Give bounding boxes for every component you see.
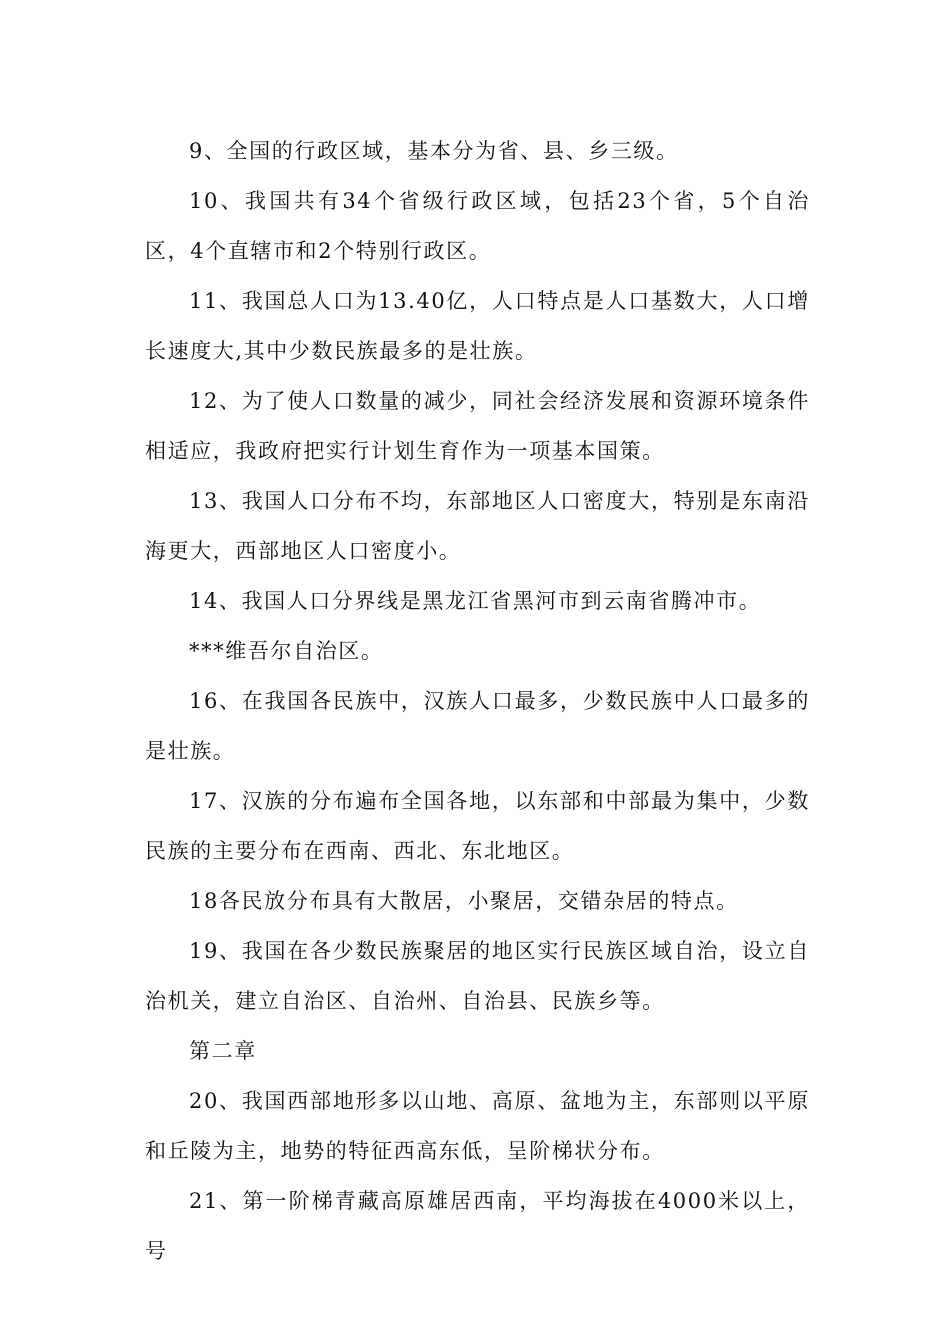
paragraph-15: ***维吾尔自治区。 bbox=[189, 639, 384, 663]
paragraph-12: 12、为了使人口数量的减少，同社会经济发展和资源环境条件相适应，我政府把实行计划生育作为一项基本国策。 bbox=[145, 389, 810, 463]
paragraph-13: 13、我国人口分布不均，东部地区人口密度大，特别是东南沿海更大，西部地区人口密度小。 bbox=[145, 489, 810, 563]
paragraph-21: 21、第一阶梯青藏高原雄居西南，平均海拔在4000米以上，号 bbox=[145, 1189, 810, 1263]
paragraph-19: 19、我国在各少数民族聚居的地区实行民族区域自治，设立自治机关，建立自治区、自治州、自治县、民族乡等。 bbox=[145, 939, 810, 1013]
document-page bbox=[145, 126, 810, 1276]
chapter-heading: 第二章 bbox=[189, 1039, 257, 1063]
paragraph-18: 18各民放分布具有大散居，小聚居，交错杂居的特点。 bbox=[189, 889, 739, 913]
paragraph-17: 17、汉族的分布遍布全国各地，以东部和中部最为集中，少数民族的主要分布在西南、西北、东北地区。 bbox=[145, 789, 810, 863]
paragraph-10: 10、我国共有34个省级行政区域，包括23个省，5个自治区，4个直辖市和2个特别行政区。 bbox=[145, 189, 810, 263]
paragraph-9: 9、全国的行政区域，基本分为省、县、乡三级。 bbox=[189, 139, 679, 163]
paragraph-20: 20、我国西部地形多以山地、高原、盆地为主，东部则以平原和丘陵为主，地势的特征西高东低，呈阶梯状分布。 bbox=[145, 1089, 810, 1163]
paragraph-11: 11、我国总人口为13.40亿，人口特点是人口基数大，人口增长速度大,其中少数民族最多的是壮族。 bbox=[145, 289, 810, 363]
paragraph-14: 14、我国人口分界线是黑龙江省黑河市到云南省腾冲市。 bbox=[189, 589, 762, 613]
paragraph-16: 16、在我国各民族中，汉族人口最多，少数民族中人口最多的是壮族。 bbox=[145, 689, 810, 763]
